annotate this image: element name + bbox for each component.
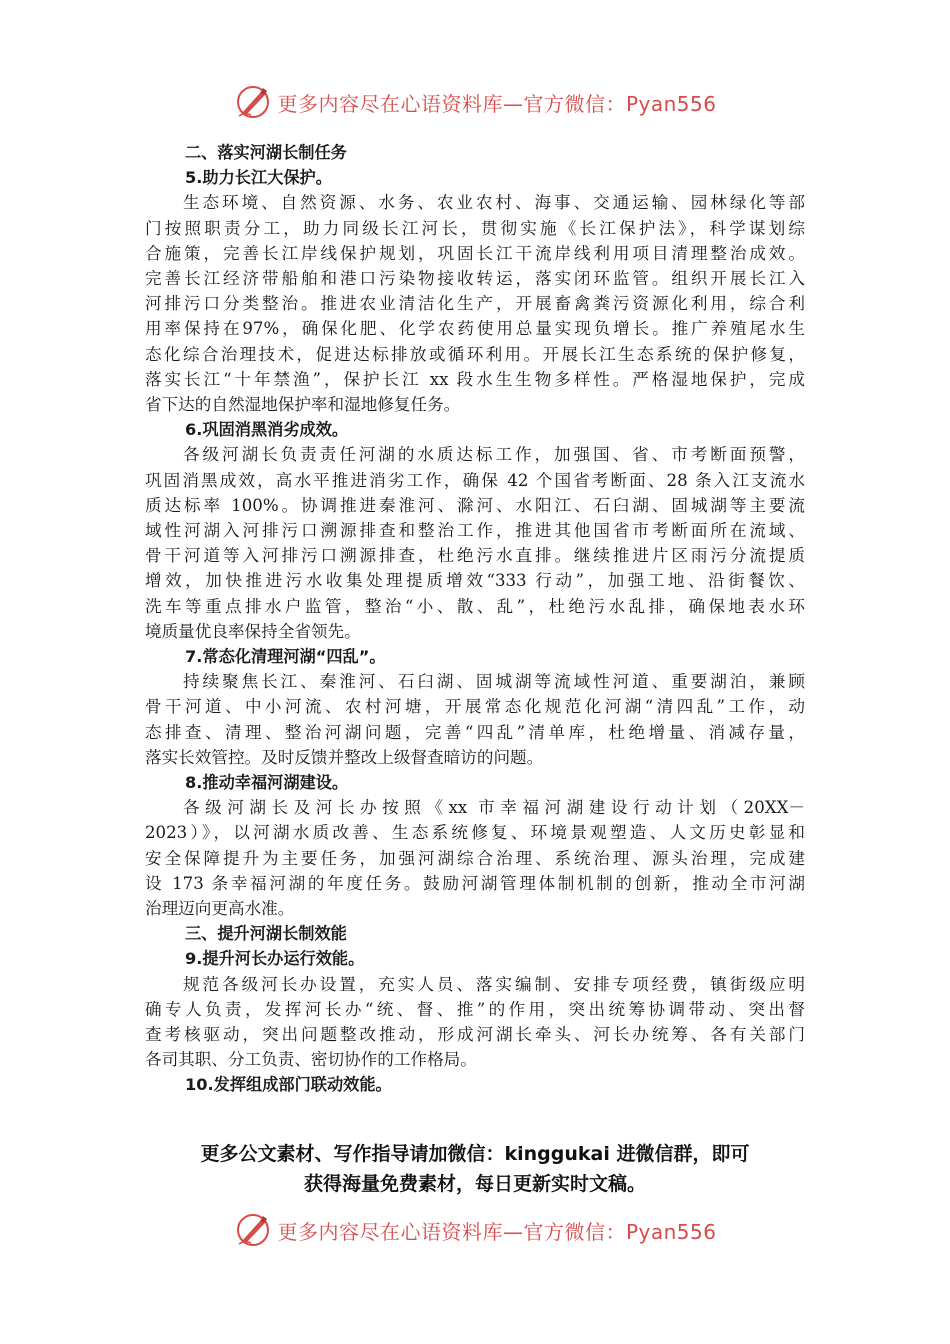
paragraph-9-line: 查考核驱动，突出问题整改推动，形成河湖长牵头、河长办统筹、各有关部门 [145,1025,805,1044]
paragraph-7-line: 态排查、清理、整治河湖问题，完善“四乱”清单库，杜绝增量、消减存量， [145,722,805,742]
paragraph-6-line: 境质量优良率保持全省领先。 [145,621,361,641]
subsection-title-6: 6.巩固消黑消劣成效。 [185,420,349,440]
promo-line-1: 更多公文素材、写作指导请加微信：kinggukai 进微信群，即可 [200,1143,750,1165]
section-heading-3: 三、提升河湖长制效能 [185,924,347,944]
paragraph-5-line: 河排污口分类整治。推进农业清洁化生产，开展畜禽粪污资源化利用，综合利 [145,294,805,314]
header-banner [0,80,950,124]
paragraph-9-line: 确专人负责，发挥河长办“统、督、推”的作用，突出统筹协调带动、突出督 [145,999,805,1019]
paragraph-6-line: 洗车等重点排水户监管，整治“小、散、乱”，杜绝污水乱排，确保地表水环 [145,596,805,616]
paragraph-5-line: 完善长江经济带船舶和港口污染物接收转运，落实闭环监管。组织开展长江入 [145,269,805,288]
paragraph-9-line: 各司其职、分工负责、密切协作的工作格局。 [145,1050,477,1070]
paragraph-8-line: 治理迈向更高水准。 [145,899,295,918]
paragraph-8-line: 2023）》，以河湖水质改善、生态系统修复、环境景观塑造、人文历史彰显和 [145,823,805,843]
paragraph-8-line: 各级河湖长及河长办按照《xx 市幸福河湖建设行动计划（20XX－ [183,798,805,818]
paragraph-6-line: 增效，加快推进污水收集处理提质增效“333 行动”，加强工地、沿街餐饮、 [145,571,805,591]
paragraph-7-line: 落实长效管控。及时反馈并整改上级督查暗访的问题。 [145,747,544,767]
paragraph-6-line: 骨干河道等入河排污口溯源排查，杜绝污水直排。继续推进片区雨污分流提质 [145,546,805,566]
subsection-title-10: 10.发挥组成部门联动效能。 [185,1075,392,1095]
paragraph-5-line: 落实长江“十年禁渔”，保护长江 xx 段水生生物多样性。严格湿地保护，完成 [145,369,805,389]
paragraph-5-line: 门按照职责分工，助力同级长江河长，贯彻实施《长江保护法》，科学谋划综 [145,218,805,238]
paragraph-6-line: 各级河湖长负责责任河湖的水质达标工作，加强国、省、市考断面预警， [183,445,805,465]
paragraph-5-line: 合施策，完善长江岸线保护规划，巩固长江干流岸线利用项目清理整治成效。 [145,243,805,263]
promo-line-2: 获得海量免费素材，每日更新实时文稿。 [303,1173,646,1195]
subsection-title-5: 5.助力长江大保护。 [185,168,332,188]
pen-circle-logo-icon [233,82,273,122]
paragraph-6-line: 域性河湖入河排污口溯源排查和整治工作，推进其他国省市考断面所在流域、 [145,521,805,540]
pen-circle-logo-icon [233,1210,273,1250]
paragraph-7-line: 持续聚焦长江、秦淮河、石臼湖、固城湖等流域性河道、重要湖泊，兼顾 [183,672,805,692]
paragraph-6-line: 质达标率 100%。协调推进秦淮河、滁河、水阳江、石臼湖、固城湖等主要流 [145,495,805,515]
paragraph-9-line: 规范各级河长办设置，充实人员、落实编制、安排专项经费，镇街级应明 [183,974,805,994]
header-banner-text: 更多内容尽在心语资料库—官方微信：Pyan556 [277,91,717,116]
footer-banner-text: 更多内容尽在心语资料库—官方微信：Pyan556 [277,1219,717,1244]
section-heading-2: 二、落实河湖长制任务 [185,143,347,162]
subsection-title-8: 8.推动幸福河湖建设。 [185,773,349,792]
subsection-title-9: 9.提升河长办运行效能。 [185,949,365,969]
paragraph-8-line: 安全保障提升为主要任务，加强河湖综合治理、系统治理、源头治理，完成建 [145,848,805,868]
paragraph-6-line: 巩固消黑成效，高水平推进消劣工作，确保 42 个国省考断面、28 条入江支流水 [145,470,805,490]
paragraph-5-line: 生态环境、自然资源、水务、农业农村、海事、交通运输、园林绿化等部 [183,193,805,213]
footer-banner [0,1208,950,1252]
paragraph-5-line: 省下达的自然湿地保护率和湿地修复任务。 [145,395,461,414]
paragraph-7-line: 骨干河道、中小河流、农村河塘，开展常态化规范化河湖“清四乱”工作，动 [145,697,805,717]
paragraph-8-line: 设 173 条幸福河湖的年度任务。鼓励河湖管理体制机制的创新，推动全市河湖 [145,873,805,893]
subsection-title-7: 7.常态化清理河湖“四乱”。 [185,647,386,666]
paragraph-5-line: 态化综合治理技术，促进达标排放或循环利用。开展长江生态系统的保护修复， [145,344,805,364]
paragraph-5-line: 用率保持在97%，确保化肥、化学农药使用总量实现负增长。推广养殖尾水生 [145,319,805,339]
